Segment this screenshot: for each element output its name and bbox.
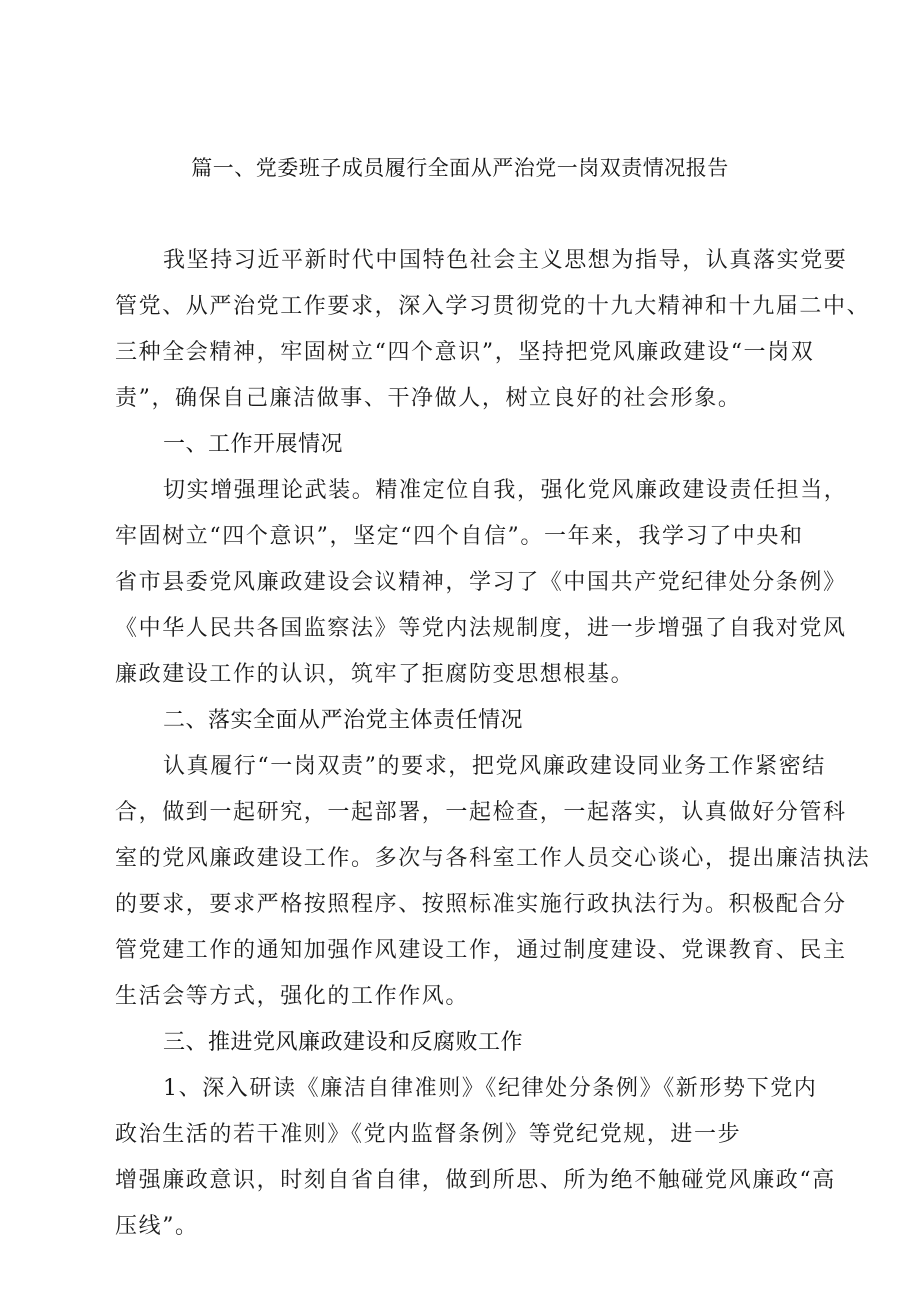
intro-line: 三种全会精神，牢固树立“四个意识”，坚持把党风廉政建设“一岗双: [115, 340, 815, 365]
section-heading-3: 三、推进党风廉政建设和反腐败工作: [163, 1030, 524, 1055]
section1-line: 牢固树立“四个意识”，坚定“四个自信”。一年来，我学习了中央和: [115, 524, 804, 549]
section3-line: 压线”。: [115, 1214, 199, 1239]
document-title: 篇一、党委班子成员履行全面从严治党一岗双责情况报告: [191, 156, 729, 180]
section1-line: 《中华人民共各国监察法》等党内法规制度，进一步增强了自我对党风: [115, 616, 847, 641]
section3-line: 增强廉政意识，时刻自省自律，做到所思、所为绝不触碰党风廉政“高: [115, 1168, 836, 1193]
section-heading-2: 二、落实全面从严治党主体责任情况: [163, 708, 524, 733]
section3-line: 政治生活的若干准则》《党内监督条例》等党纪党规，进一步: [115, 1122, 742, 1147]
section2-line: 生活会等方式，强化的工作作风。: [115, 984, 470, 1009]
section1-line: 廉政建设工作的认识，筑牢了拒腐防变思想根基。: [115, 662, 635, 687]
intro-line: 管党、从严治党工作要求，深入学习贯彻党的十九大精神和十九届二中、: [115, 294, 871, 319]
section-heading-1: 一、工作开展情况: [163, 432, 344, 457]
section1-line: 省市县委党风廉政建设会议精神，学习了《中国共产党纪律处分条例》: [115, 570, 847, 595]
section2-line: 合，做到一起研究，一起部署，一起检查，一起落实，认真做好分管科: [115, 800, 847, 825]
section1-line: 切实增强理论武装。精准定位自我，强化党风廉政建设责任担当，: [163, 478, 848, 503]
section2-line: 管党建工作的通知加强作风建设工作，通过制度建设、党课教育、民主: [115, 938, 847, 963]
section2-line: 的要求，要求严格按照程序、按照标准实施行政执法行为。积极配合分: [115, 892, 847, 917]
intro-line: 我坚持习近平新时代中国特色社会主义思想为指导，认真落实党要: [163, 248, 848, 273]
section2-line: 室的党风廉政建设工作。多次与各科室工作人员交心谈心，提出廉洁执法: [115, 846, 871, 871]
section2-line: 认真履行“一岗双责”的要求，把党风廉政建设同业务工作紧密结: [163, 754, 826, 779]
intro-line: 责”，确保自己廉洁做事、干净做人，树立良好的社会形象。: [115, 386, 742, 411]
section3-line: 1、深入研读《廉洁自律准则》《纪律处分条例》《新形势下党内: [163, 1076, 818, 1101]
